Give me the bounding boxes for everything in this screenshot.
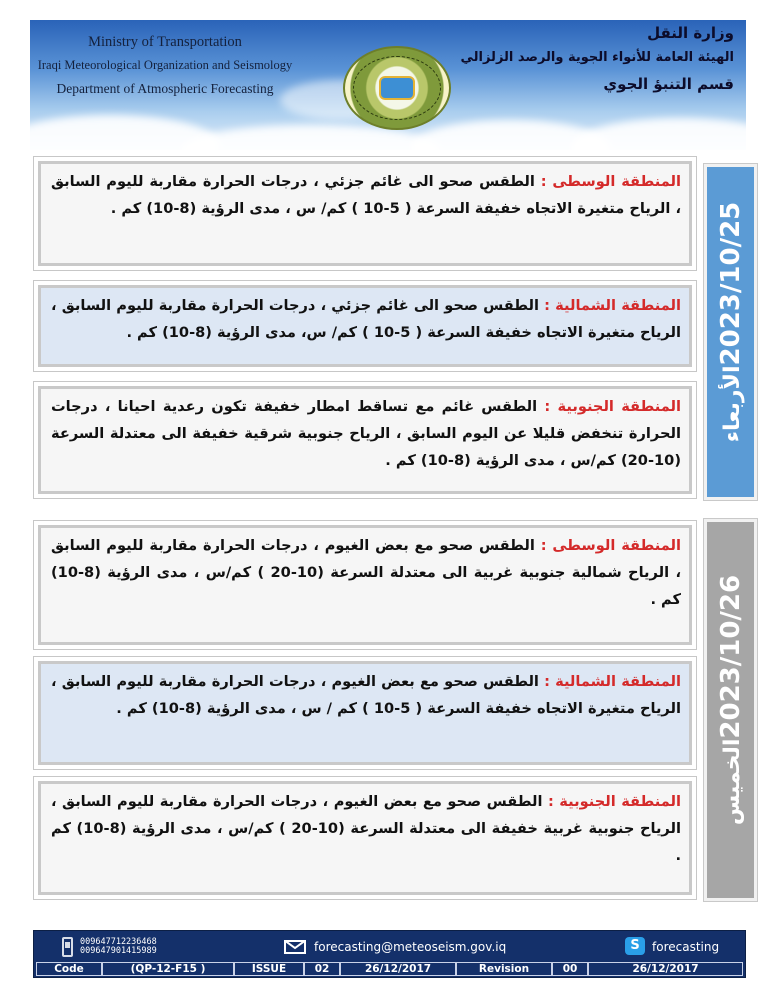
forecast-description: الطقس صحو الى غائم جزئي ، درجات الحرارة مقاربة لليوم السابق ، الرياح متغيرة الاتجاه خفيفة السرعة ( 5-10 ) كم/ س ، مدى الرؤية (8-10) كم . <box>51 173 681 217</box>
footer-bar <box>33 930 746 978</box>
phone-number: 009647712236468 <box>80 937 157 947</box>
department-english: Department of Atmospheric Forecasting <box>56 81 274 96</box>
phone-icon <box>62 937 73 957</box>
forecast-text <box>38 386 692 494</box>
day-date: 2023/10/25 <box>715 201 746 366</box>
logo-emblem <box>379 76 415 100</box>
day-tab-background <box>707 522 754 898</box>
ministry-arabic: وزارة النقل <box>647 24 734 42</box>
forecast-text <box>38 161 692 266</box>
department-arabic: قسم التنبؤ الجوي <box>603 75 734 93</box>
forecast-description: الطقس صحو مع بعض الغيوم ، درجات الحرارة مقاربة لليوم السابق ، الرياح شمالية جنوبية غربية الى معتدلة السرعة (10-20 ) كم/س ، مدى الرؤية (8-10) كم . <box>51 537 681 608</box>
forecast-text <box>38 781 692 895</box>
code-value: (QP-12-F15 ) <box>102 962 234 976</box>
phone-number: 009647901415989 <box>80 946 157 956</box>
issue-label: ISSUE <box>234 962 304 976</box>
issue-date: 26/12/2017 <box>340 962 456 976</box>
forecast-panel-central-day1 <box>33 156 697 271</box>
forecast-panel-north-day2 <box>33 656 697 770</box>
day-name: الخميس <box>719 738 745 826</box>
email-link[interactable]: forecasting@meteoseism.gov.iq <box>314 940 507 954</box>
day-label <box>716 202 746 463</box>
mail-icon <box>284 940 306 954</box>
forecast-text <box>38 285 692 367</box>
phone-numbers <box>80 938 157 956</box>
region-label: المنطقة الشمالية : <box>544 297 681 314</box>
organization-arabic: الهيئة العامة للأنواء الجوية والرصد الزلزالي <box>460 50 734 65</box>
document-control-row <box>36 962 743 976</box>
forecast-description: الطقس صحو الى غائم جزئي ، درجات الحرارة مقاربة لليوم السابق ، الرياح متغيرة الاتجاه خفيفة السرعة ( 5-10 ) كم/ س، مدى الرؤية (8-10) كم . <box>51 297 681 341</box>
skype-icon: S <box>625 937 645 955</box>
region-label: المنطقة الجنوبية : <box>544 398 681 415</box>
forecast-panel-south-day1 <box>33 381 697 499</box>
day-tab-background <box>707 167 754 497</box>
region-label: المنطقة الوسطى : <box>540 173 681 190</box>
revision-date: 26/12/2017 <box>588 962 743 976</box>
forecast-panel-south-day2 <box>33 776 697 900</box>
organization-english: Iraqi Meteorological Organization and Seismology <box>37 58 293 72</box>
day-tab-thursday <box>703 518 758 902</box>
forecast-panel-central-day2 <box>33 520 697 650</box>
day-date: 2023/10/26 <box>715 574 746 739</box>
revision-number: 00 <box>552 962 588 976</box>
forecast-panel-north-day1 <box>33 280 697 372</box>
forecast-description: الطقس صحو مع بعض الغيوم ، درجات الحرارة مقاربة لليوم السابق ، الرياح جنوبية غربية خفيفة الى معتدلة السرعة (10-20 ) كم/س ، مدى الرؤية (8-10) كم . <box>51 793 681 864</box>
footer-contacts <box>34 931 745 961</box>
skype-handle[interactable]: forecasting <box>652 940 720 954</box>
forecast-description: الطقس غائم مع تساقط امطار خفيفة تكون رعدية احيانا ، درجات الحرارة تنخفض قليلا عن اليوم السابق ، الرياح جنوبية شرقية خفيفة الى معتدلة السرعة (10-20) كم/س ، مدى الرؤية (8-10) كم . <box>51 398 681 469</box>
day-tab-wednesday <box>703 163 758 501</box>
forecast-text <box>38 525 692 645</box>
organization-logo <box>343 46 451 130</box>
revision-label: Revision <box>456 962 552 976</box>
ministry-english: Ministry of Transportation <box>88 34 242 50</box>
forecast-description: الطقس صحو مع بعض الغيوم ، درجات الحرارة مقاربة لليوم السابق ، الرياح متغيرة الاتجاه خفيفة السرعة ( 5-10 ) كم / س ، مدى الرؤية (8-10) كم . <box>51 673 681 717</box>
code-label: Code <box>36 962 102 976</box>
region-label: المنطقة الجنوبية : <box>547 793 681 810</box>
issue-number: 02 <box>304 962 340 976</box>
region-label: المنطقة الوسطى : <box>540 537 681 554</box>
day-label <box>716 575 746 845</box>
day-name: الأربعاء <box>719 365 745 443</box>
forecast-text <box>38 661 692 765</box>
cloud-decoration <box>570 118 746 150</box>
region-label: المنطقة الشمالية : <box>544 673 681 690</box>
header-banner <box>30 20 746 150</box>
